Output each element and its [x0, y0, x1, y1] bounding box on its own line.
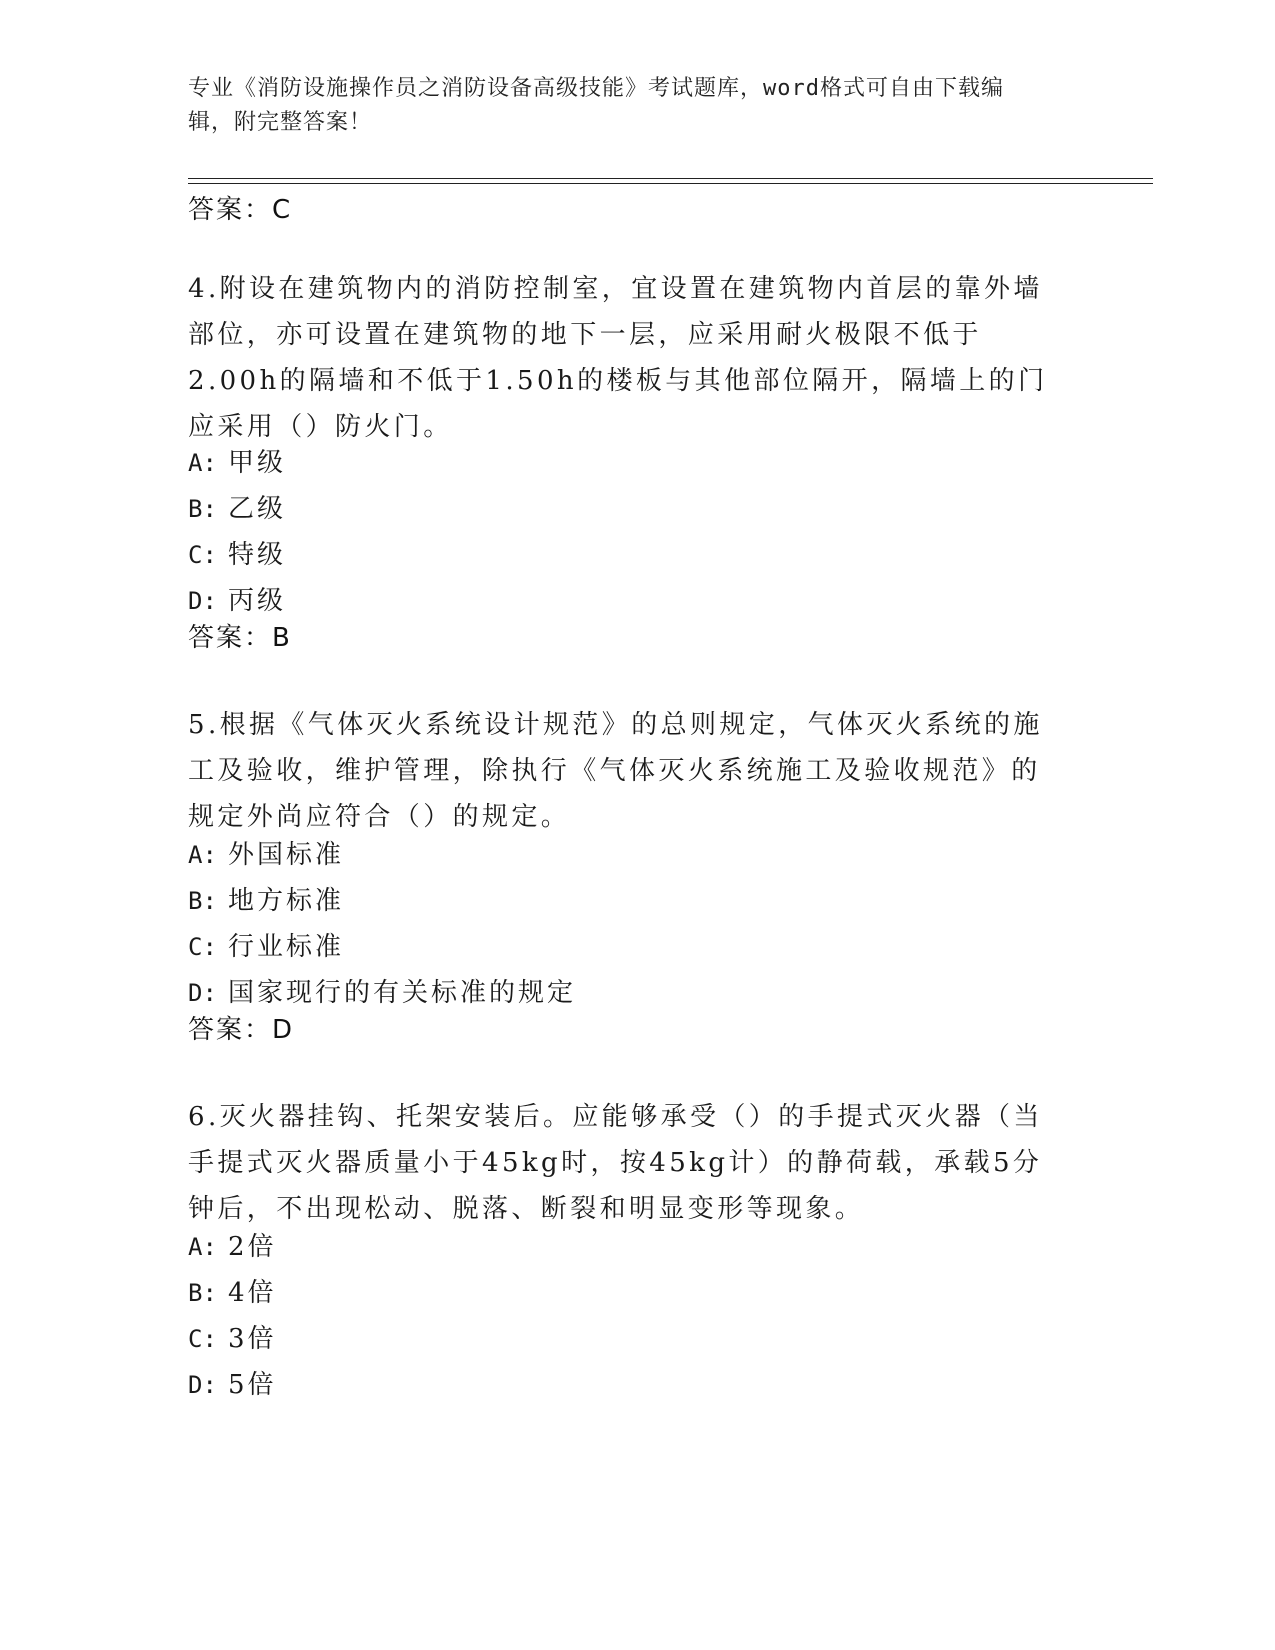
option-text: 2倍 [228, 1232, 277, 1262]
option-text: 乙级 [228, 494, 287, 524]
option-letter: C: [188, 541, 217, 569]
option-text: 国家现行的有关标准的规定 [228, 978, 577, 1008]
option-text: 3倍 [228, 1324, 277, 1354]
option-letter: B: [188, 887, 217, 915]
answer-line [188, 190, 292, 230]
option-list [188, 1224, 1068, 1408]
option-letter: A: [188, 841, 217, 869]
answer-line [188, 1010, 294, 1050]
option-letter: A: [188, 1233, 217, 1261]
option-text: 5倍 [228, 1370, 277, 1400]
option-c [188, 1316, 1068, 1362]
option-b [188, 486, 1068, 532]
option-letter: D: [188, 979, 217, 1007]
answer-value: D [272, 1015, 295, 1045]
option-letter: B: [188, 1279, 217, 1307]
option-b [188, 878, 1068, 924]
header-line-1: 专业《消防设施操作员之消防设备高级技能》考试题库，word格式可自由下载编 [188, 76, 1004, 101]
option-letter: B: [188, 495, 217, 523]
header-rule-bottom [188, 183, 1153, 184]
answer-value: C [272, 195, 293, 225]
header-line-2: 辑，附完整答案！ [188, 110, 373, 135]
option-a [188, 440, 1068, 486]
option-text: 地方标准 [228, 886, 345, 916]
option-letter: A: [188, 449, 217, 477]
option-d [188, 1362, 1068, 1408]
document-header [188, 72, 1068, 140]
option-a [188, 832, 1068, 878]
option-d [188, 970, 1068, 1016]
answer-label: 答案： [188, 623, 273, 653]
option-b [188, 1270, 1068, 1316]
question-text: 6.灭火器挂钩、托架安装后。应能够承受（）的手提式灭火器（当手提式灭火器质量小于45kg时，按45kg计）的静荷载，承载5分钟后，不出现松动、脱落、断裂和明显变形等现象。 [188, 1102, 1043, 1224]
option-text: 行业标准 [228, 932, 345, 962]
option-letter: C: [188, 933, 217, 961]
header-rule-top [188, 178, 1153, 179]
option-text: 甲级 [228, 448, 287, 478]
option-letter: D: [188, 587, 217, 615]
option-text: 特级 [228, 540, 287, 570]
option-text: 丙级 [228, 586, 287, 616]
answer-label: 答案： [188, 195, 273, 225]
option-list [188, 832, 1068, 1016]
option-letter: C: [188, 1325, 217, 1353]
option-text: 外国标准 [228, 840, 345, 870]
option-list [188, 440, 1068, 624]
option-letter: D: [188, 1371, 217, 1399]
option-d [188, 578, 1068, 624]
option-c [188, 532, 1068, 578]
question-text: 4.附设在建筑物内的消防控制室，宜设置在建筑物内首层的靠外墙部位，亦可设置在建筑物的地下一层，应采用耐火极限不低于2.00h的隔墙和不低于1.50h的楼板与其他部位隔开，隔墙上的门应采用（）防火门。 [188, 274, 1048, 442]
option-c [188, 924, 1068, 970]
question-text: 5.根据《气体灭火系统设计规范》的总则规定，气体灭火系统的施工及验收，维护管理，除执行《气体灭火系统施工及验收规范》的规定外尚应符合（）的规定。 [188, 710, 1043, 832]
answer-line [188, 618, 292, 658]
option-text: 4倍 [228, 1278, 277, 1308]
option-a [188, 1224, 1068, 1270]
answer-label: 答案： [188, 1015, 273, 1045]
answer-value: B [272, 623, 292, 653]
